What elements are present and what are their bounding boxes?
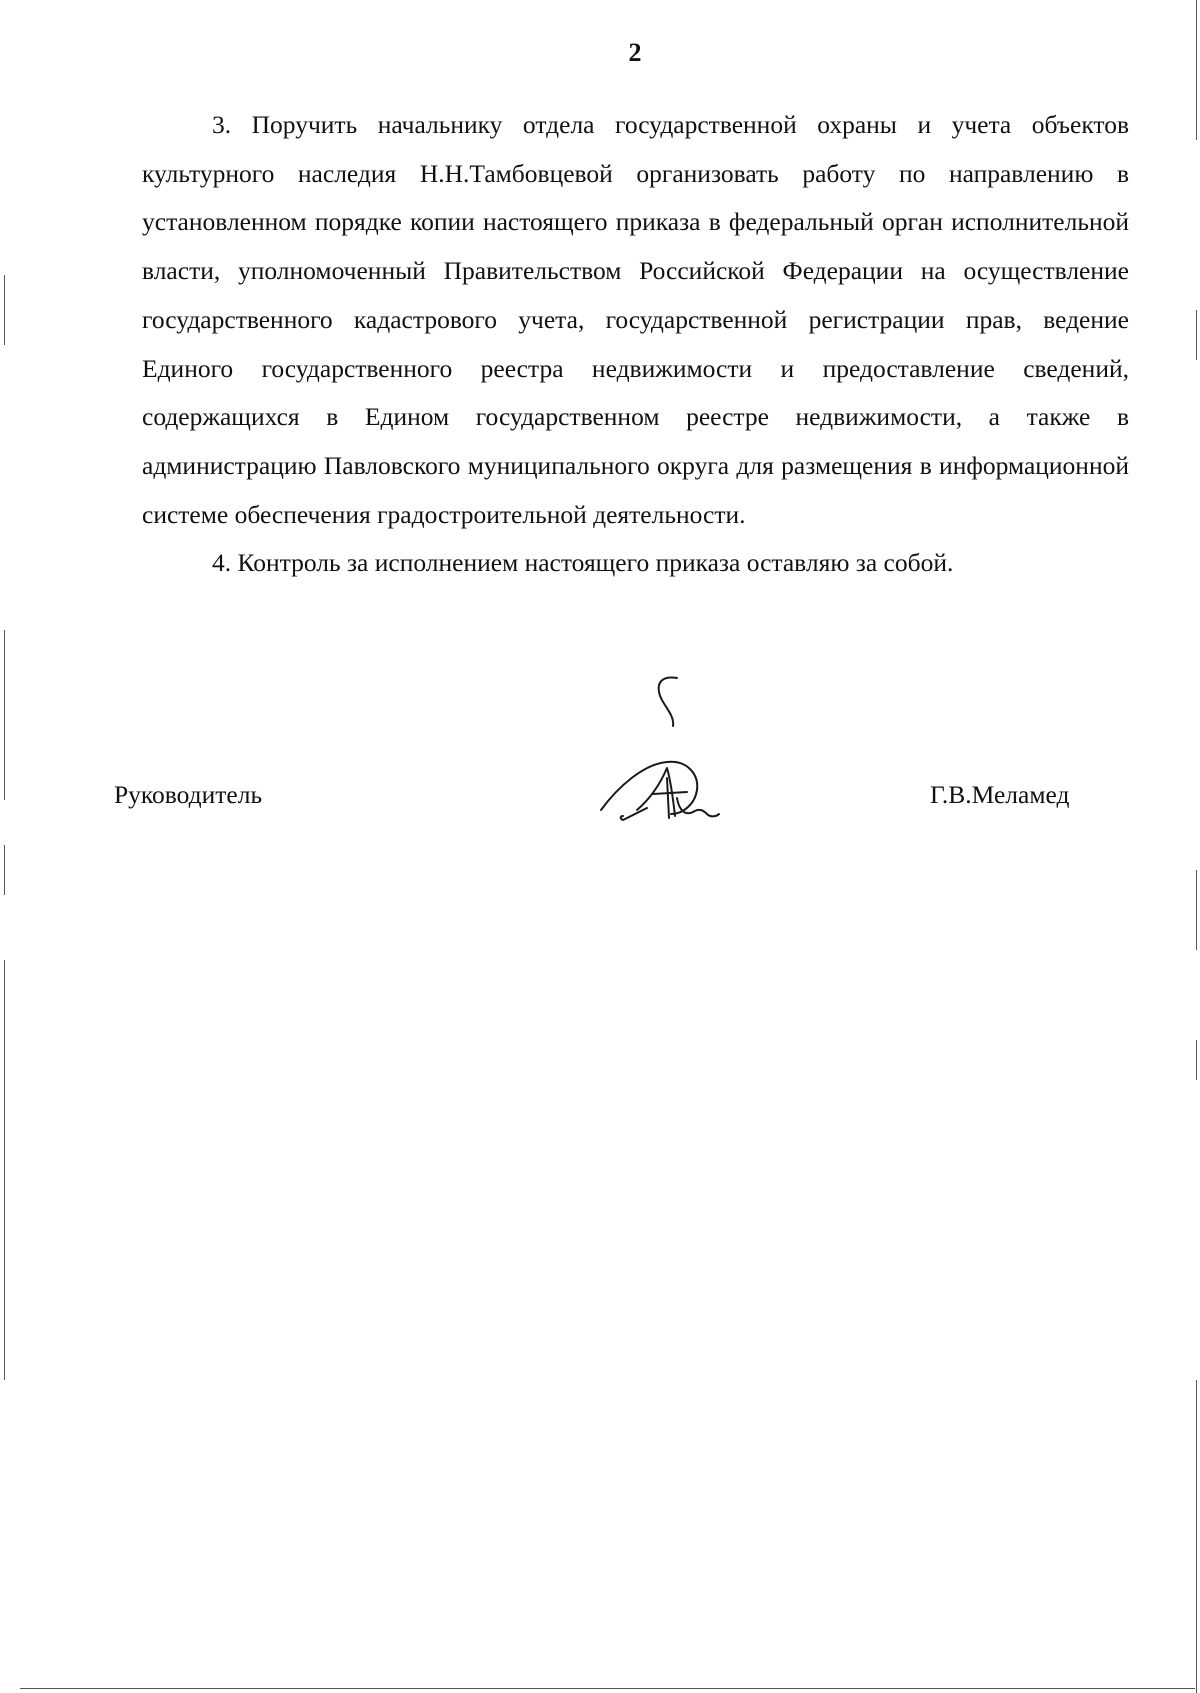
scan-edge-mark [4,630,5,800]
scan-edge-mark [1196,1040,1197,1080]
document-body [142,101,1129,588]
scan-edge-mark [1196,310,1197,360]
signatory-title: Руководитель [114,780,263,809]
paragraph-4: 4. Контроль за исполнением настоящего приказа оставляю за собой. [212,548,954,578]
page-number: 2 [628,38,642,67]
scan-edge-mark [4,275,5,345]
scan-edge-mark [1196,1380,1197,1693]
paragraph-3: 3. Поручить начальнику отдела государственной охраны и учета объектов культурного наследия Н.Н.Тамбовцевой организовать работу по направлению в установленном порядке копии настоящего приказа в федеральный орган исполнительной власти, уполномоченный Правительством Российской Федерации на осуществление государственного кадастрового учета, государственной регистрации прав, ведение Единого государственного реестра недвижимости и предоставление сведений, содержащихся в Едином государственном реестре недвижимости, а также в администрацию Павловского муниципального округа для размещения в информационной системе обеспечения градостроительной деятельности. [142,110,1129,529]
signatory-name: Г.В.Меламед [930,780,1070,809]
scan-edge-mark [1196,870,1197,950]
scan-bottom-edge [20,1688,1195,1689]
scan-edge-mark [4,845,5,895]
handwritten-signature [595,670,735,835]
scan-edge-mark [4,960,5,1380]
scan-edge-mark [1196,0,1197,140]
